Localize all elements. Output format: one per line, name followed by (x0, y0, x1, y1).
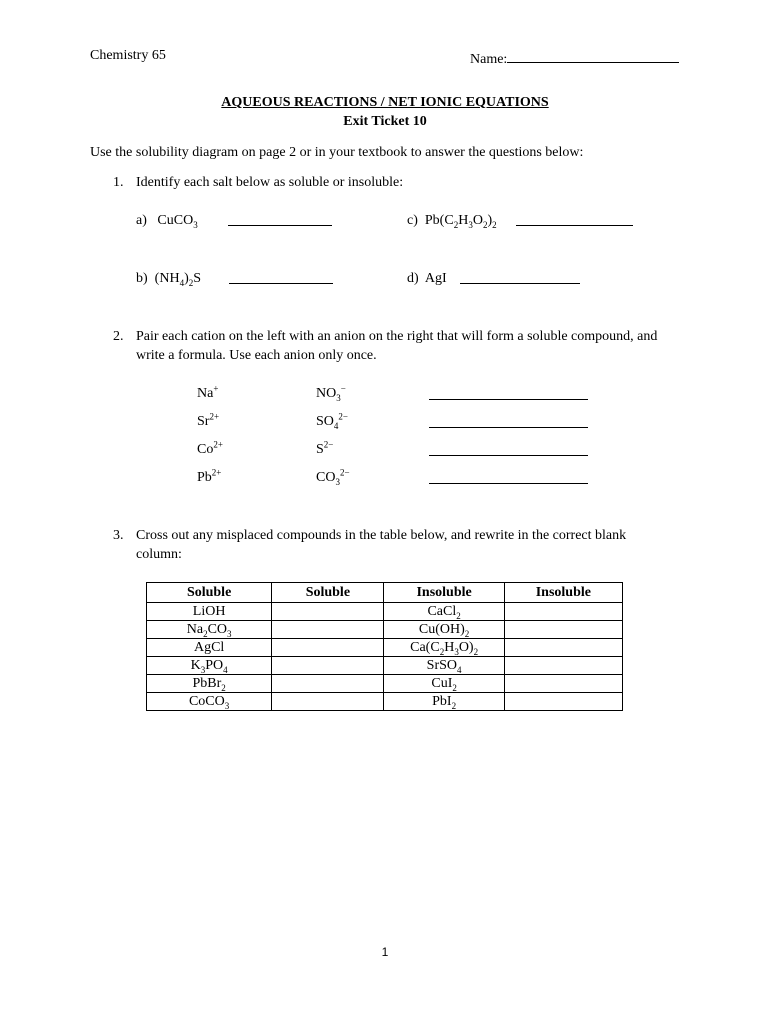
q1-item-c: c) $Pb(C_2H_3O_2)_2$ (407, 213, 497, 230)
name-field[interactable] (470, 48, 679, 68)
soluble-compound[interactable]: LiOH (147, 603, 272, 621)
q1-formula: AgI (424, 271, 447, 286)
col-header-insoluble: Insoluble (384, 583, 504, 603)
q1-number: 1. (113, 175, 124, 190)
q3-text-line1: Cross out any misplaced compounds in the table below, and rewrite in the correct blank (136, 528, 627, 543)
q1-item-d: d) AgI (407, 271, 447, 286)
q2-text-line1: Pair each cation on the left with an anion on the right that will form a soluble compound, and (136, 329, 658, 344)
col-header-insoluble-blank: Insoluble (504, 583, 622, 603)
table-row (147, 693, 623, 711)
q2-text-line2: write a formula. Use each anion only once. (136, 348, 377, 363)
q1-answer-blank[interactable] (229, 269, 333, 284)
q1-formula: $Pb(C_2H_3O_2)_2$ (424, 213, 497, 230)
col-header-soluble: Soluble (147, 583, 272, 603)
course-label: Chemistry 65 (90, 48, 166, 63)
cation: $Co^{2+}$ (197, 439, 223, 457)
insoluble-compound[interactable]: CaCl$_2$ (384, 603, 504, 621)
q3-number: 3. (113, 528, 124, 543)
blank-cell[interactable] (272, 675, 384, 693)
soluble-compound[interactable]: CoCO$_3$ (147, 693, 272, 711)
col-header-soluble-blank: Soluble (272, 583, 384, 603)
name-blank[interactable] (507, 48, 679, 63)
soluble-compound[interactable]: AgCl (147, 639, 272, 657)
instructions: Use the solubility diagram on page 2 or in your textbook to answer the questions below: (90, 145, 584, 160)
blank-cell[interactable] (504, 693, 622, 711)
insoluble-compound[interactable]: $Ca(C_2H_3O)_2$ (384, 639, 504, 657)
blank-cell[interactable] (504, 603, 622, 621)
formula-blank[interactable] (429, 469, 588, 484)
blank-cell[interactable] (272, 657, 384, 675)
formula-blank[interactable] (429, 413, 588, 428)
insoluble-compound[interactable]: PbI$_2$ (384, 693, 504, 711)
cation: Na+ (197, 383, 219, 401)
worksheet-subtitle: Exit Ticket 10 (343, 114, 427, 129)
soluble-compound[interactable]: $K_3PO_4$ (147, 657, 272, 675)
table-header-row (147, 583, 623, 603)
cation: $Sr^{2+}$ (197, 411, 220, 429)
anion: $S^{2-}$ (316, 439, 334, 457)
table-row (147, 657, 623, 675)
q1-text: Identify each salt below as soluble or insoluble: (136, 175, 404, 190)
blank-cell[interactable] (272, 621, 384, 639)
blank-cell[interactable] (504, 675, 622, 693)
q1-answer-blank[interactable] (516, 211, 633, 226)
blank-cell[interactable] (272, 693, 384, 711)
q1-answer-blank[interactable] (228, 211, 332, 226)
table-row (147, 603, 623, 621)
insoluble-compound[interactable]: $Cu(OH)_2$ (384, 621, 504, 639)
blank-cell[interactable] (504, 657, 622, 675)
anion: $CO_3^{2-}$ (316, 467, 350, 487)
name-label: Name: (470, 52, 508, 67)
formula-blank[interactable] (429, 385, 588, 400)
insoluble-compound[interactable]: CuI$_2$ (384, 675, 504, 693)
q3-text-line2: column: (136, 547, 182, 562)
formula-blank[interactable] (429, 441, 588, 456)
q1-answer-blank[interactable] (460, 269, 580, 284)
blank-cell[interactable] (272, 603, 384, 621)
solubility-table (146, 582, 623, 711)
q1-item-b: b) $(NH_4)_2S$ (136, 271, 202, 288)
anion: $NO_3^-$ (316, 383, 346, 403)
blank-cell[interactable] (504, 639, 622, 657)
soluble-compound[interactable]: PbBr$_2$ (147, 675, 272, 693)
q1-formula: CuCO$_3$ (157, 213, 198, 230)
table-row (147, 639, 623, 657)
q1-formula: $(NH_4)_2S$ (154, 271, 202, 288)
insoluble-compound[interactable]: SrSO$_4$ (384, 657, 504, 675)
blank-cell[interactable] (504, 621, 622, 639)
page-number: 1 (381, 945, 389, 959)
worksheet-title: AQUEOUS REACTIONS / NET IONIC EQUATIONS (221, 95, 549, 110)
q2-number: 2. (113, 329, 124, 344)
q1-item-a: a) CuCO$_3$ (136, 213, 198, 230)
cation: $Pb^{2+}$ (197, 467, 222, 485)
table-row (147, 621, 623, 639)
table-row (147, 675, 623, 693)
blank-cell[interactable] (272, 639, 384, 657)
soluble-compound[interactable]: $Na_2CO_3$ (147, 621, 272, 639)
anion: $SO_4^{2-}$ (316, 411, 348, 431)
